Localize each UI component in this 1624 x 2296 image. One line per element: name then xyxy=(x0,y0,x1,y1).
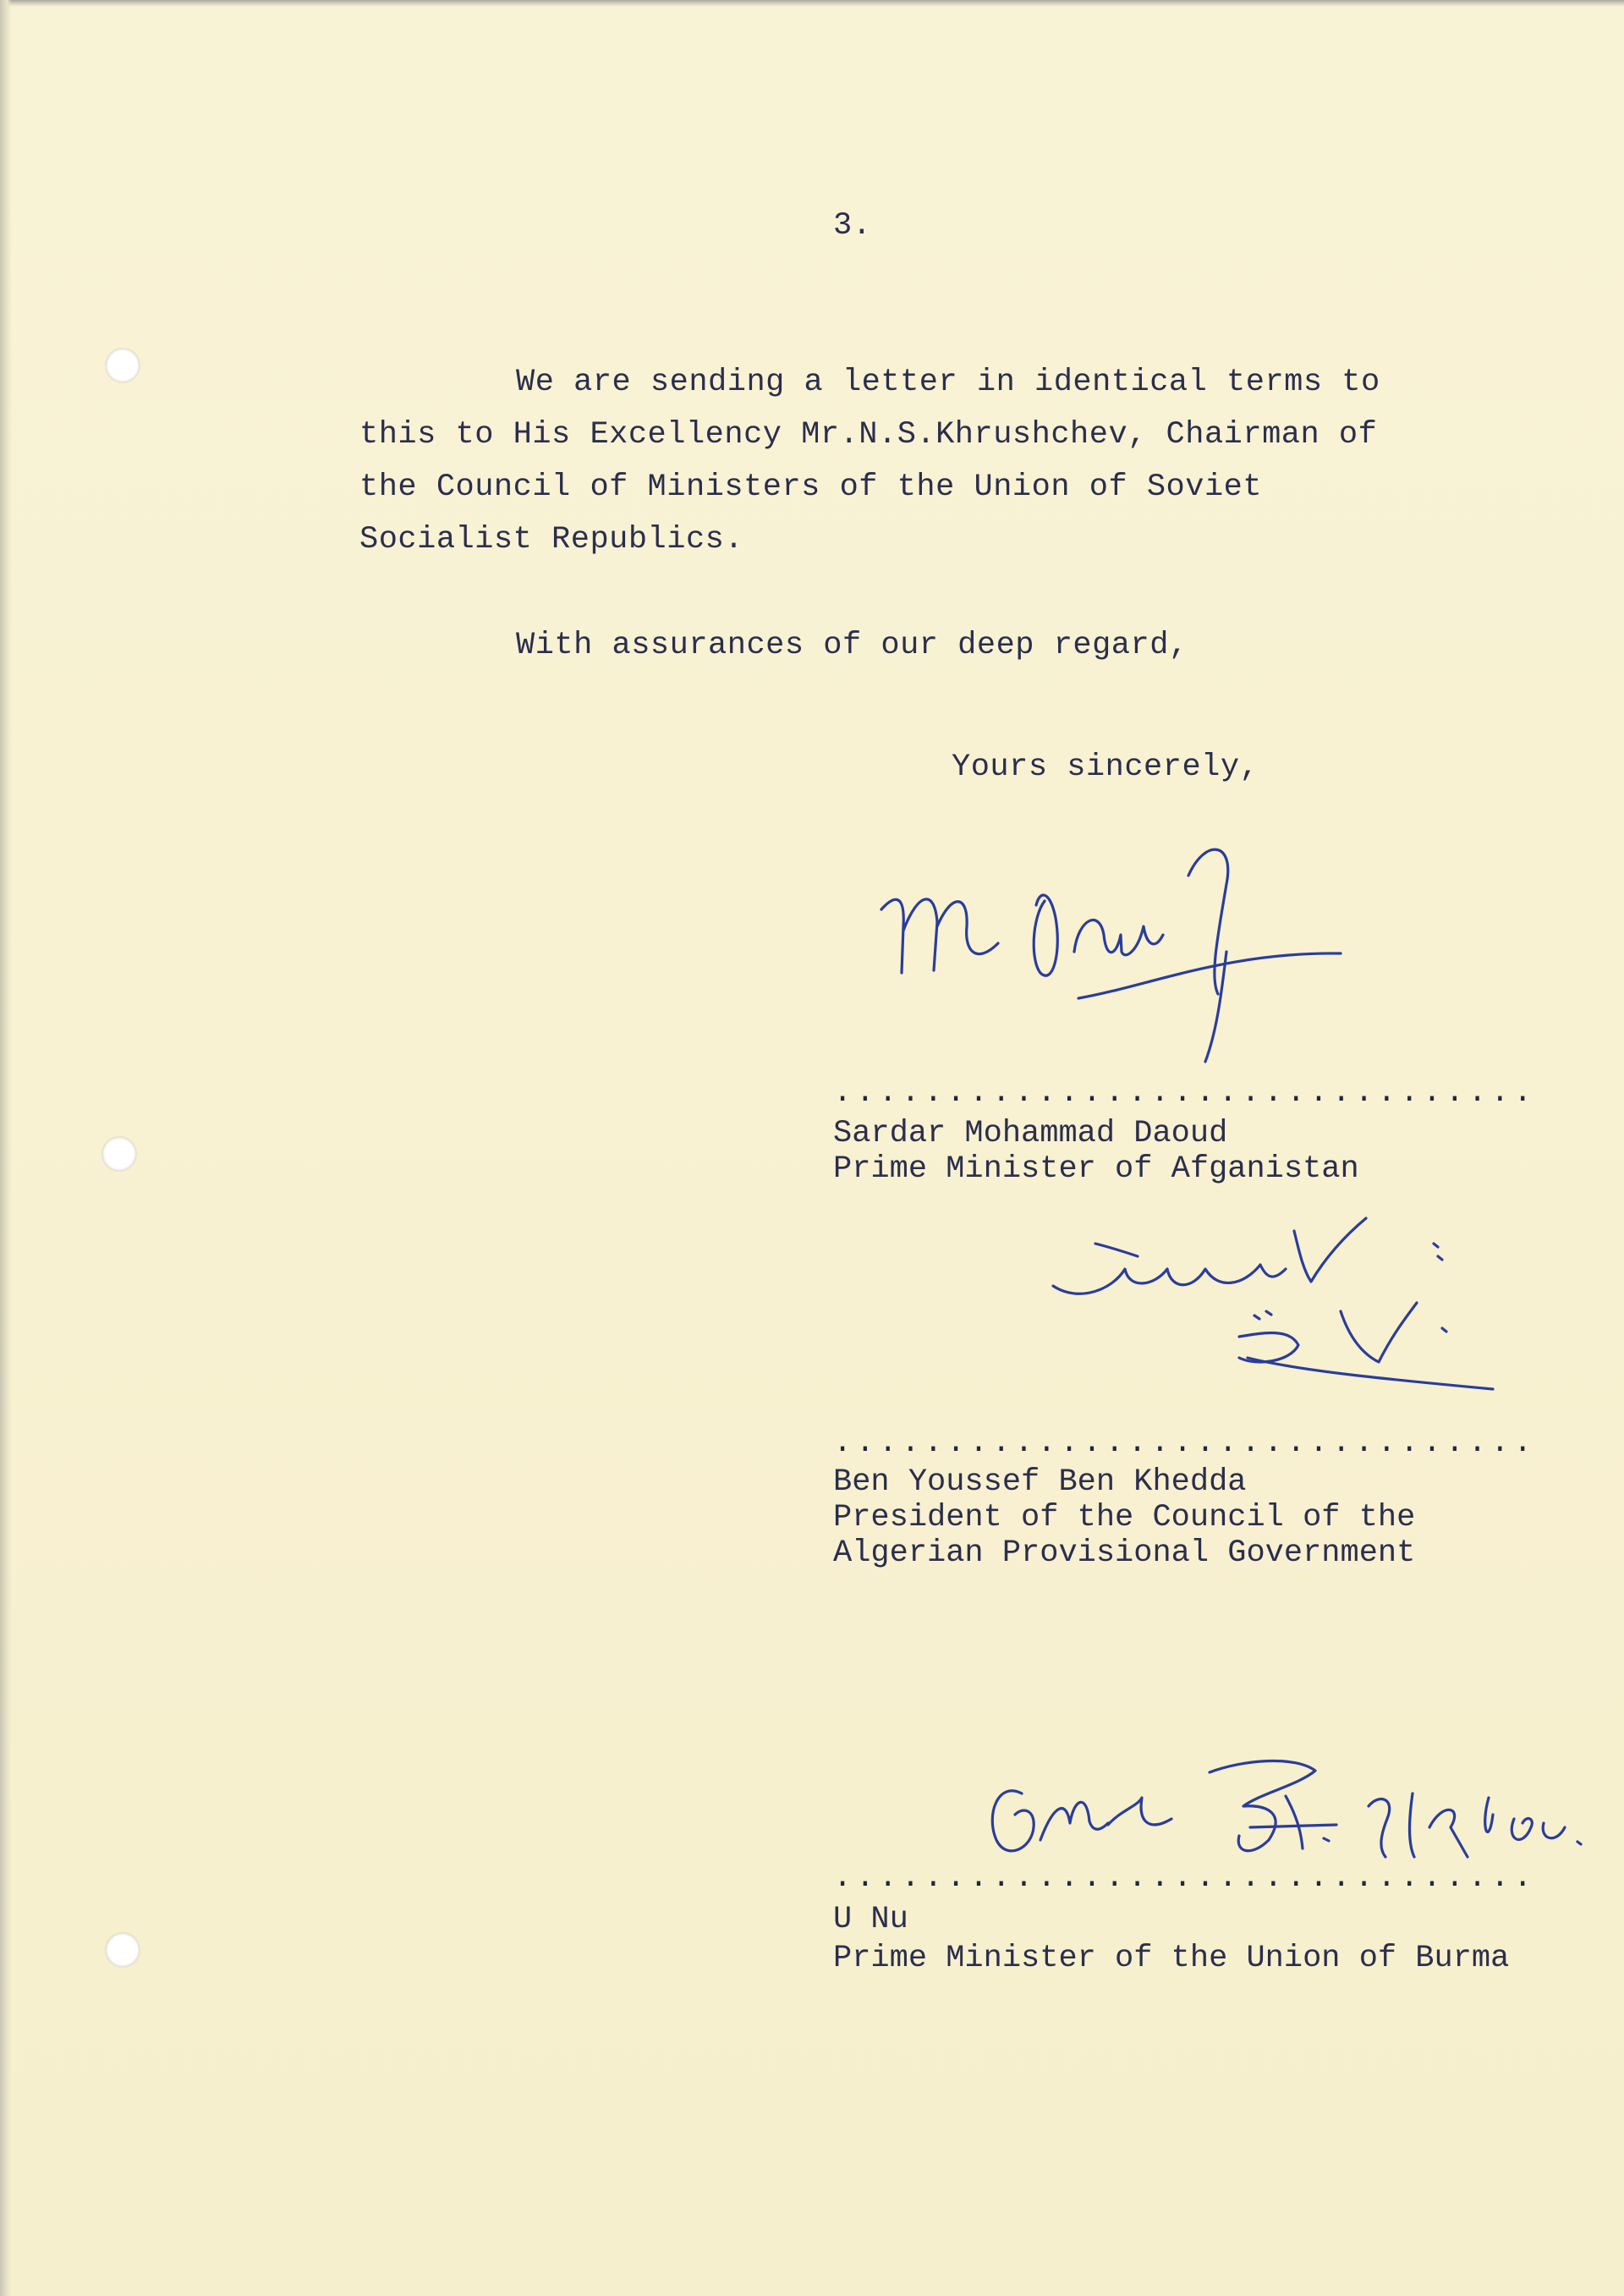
paragraph-line-1: We are sending a letter in identical terms to xyxy=(516,365,1380,400)
paragraph-line-2: this to His Excellency Mr.N.S.Khrushchev, Chairman of xyxy=(359,417,1378,453)
signature-dots-1: ............................... xyxy=(833,1075,1536,1111)
signatory-name-1: Sardar Mohammad Daoud xyxy=(833,1116,1228,1151)
signature-dots-2: ............................... xyxy=(833,1425,1536,1461)
regards-line: With assurances of our deep regard, xyxy=(516,628,1188,663)
handwritten-signature-arabic-icon xyxy=(1045,1210,1501,1413)
paragraph-line-4: Socialist Republics. xyxy=(359,522,744,558)
punch-hole-middle xyxy=(102,1137,136,1171)
signatory-title-3: Prime Minister of the Union of Burma xyxy=(833,1941,1510,1976)
punch-hole-bottom xyxy=(106,1933,140,1967)
signatory-title-2-line-2: Algerian Provisional Government xyxy=(833,1535,1416,1571)
closing-line: Yours sincerely, xyxy=(952,750,1259,785)
signatory-name-2: Ben Youssef Ben Khedda xyxy=(833,1464,1247,1500)
signatory-title-2-line-1: President of the Council of the xyxy=(833,1500,1416,1535)
signatory-title-1: Prime Minister of Afganistan xyxy=(833,1151,1359,1187)
page-top-edge xyxy=(0,0,1624,7)
signatory-name-3: U Nu xyxy=(833,1902,908,1937)
page-number: 3. xyxy=(833,208,872,244)
paragraph-line-3: the Council of Ministers of the Union of Soviet xyxy=(359,470,1263,505)
handwritten-signature-u-nu-icon xyxy=(981,1747,1590,1874)
punch-hole-top xyxy=(106,349,140,382)
page-left-edge xyxy=(0,0,12,2296)
signature-dots-3: ............................... xyxy=(833,1860,1536,1896)
handwritten-signature-daoud-icon xyxy=(871,825,1345,1070)
